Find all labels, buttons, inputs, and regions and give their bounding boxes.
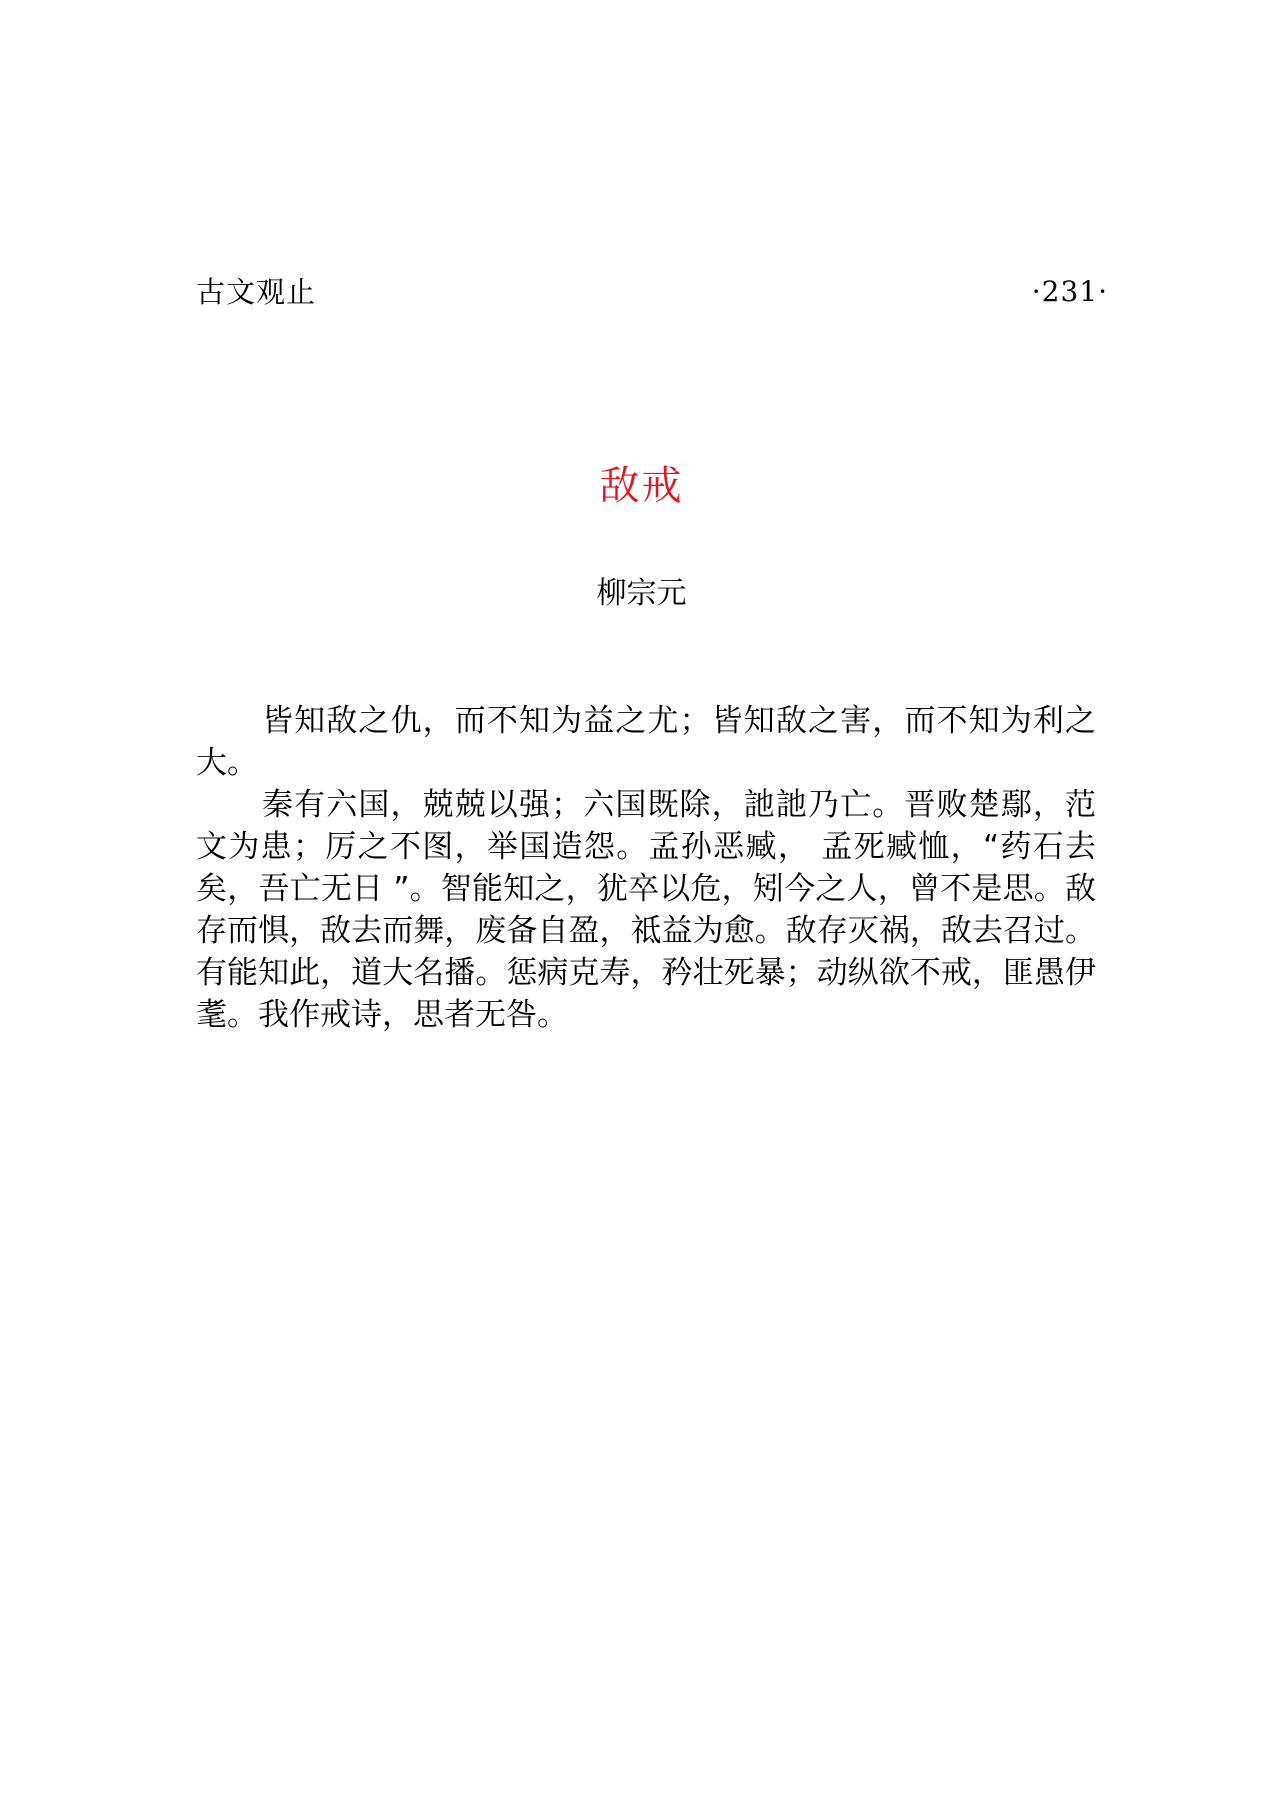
- book-title: 古文观止: [196, 275, 317, 309]
- running-header: [196, 272, 1108, 312]
- paragraph-2: 秦有六国，兢兢以强；六国既除，訑訑乃亡。晋败楚鄢，范文为患；厉之不图，举国造怨。孟孙恶臧， 孟死臧恤，“药石去矣，吾亡无日 ”。智能知之，犹卒以危，矧今之人，曾不是思。敌存而惧，敌去而舞，废备自盈，祗益为愈。敌存灭祸，敌去召过。有能知此，道大名播。惩病克寿，矜壮死暴；动纵欲不戒，匪愚伊耄。我作戒诗，思者无咎。: [196, 787, 1096, 1033]
- essay-author: 柳宗元: [596, 576, 687, 611]
- essay-body: [196, 700, 1096, 1036]
- paragraph-1: 皆知敌之仇，而不知为益之尤；皆知敌之害，而不知为利之大。: [196, 703, 1096, 781]
- page-number: ·231·: [1031, 275, 1108, 308]
- essay-title: 敌戒: [599, 463, 684, 509]
